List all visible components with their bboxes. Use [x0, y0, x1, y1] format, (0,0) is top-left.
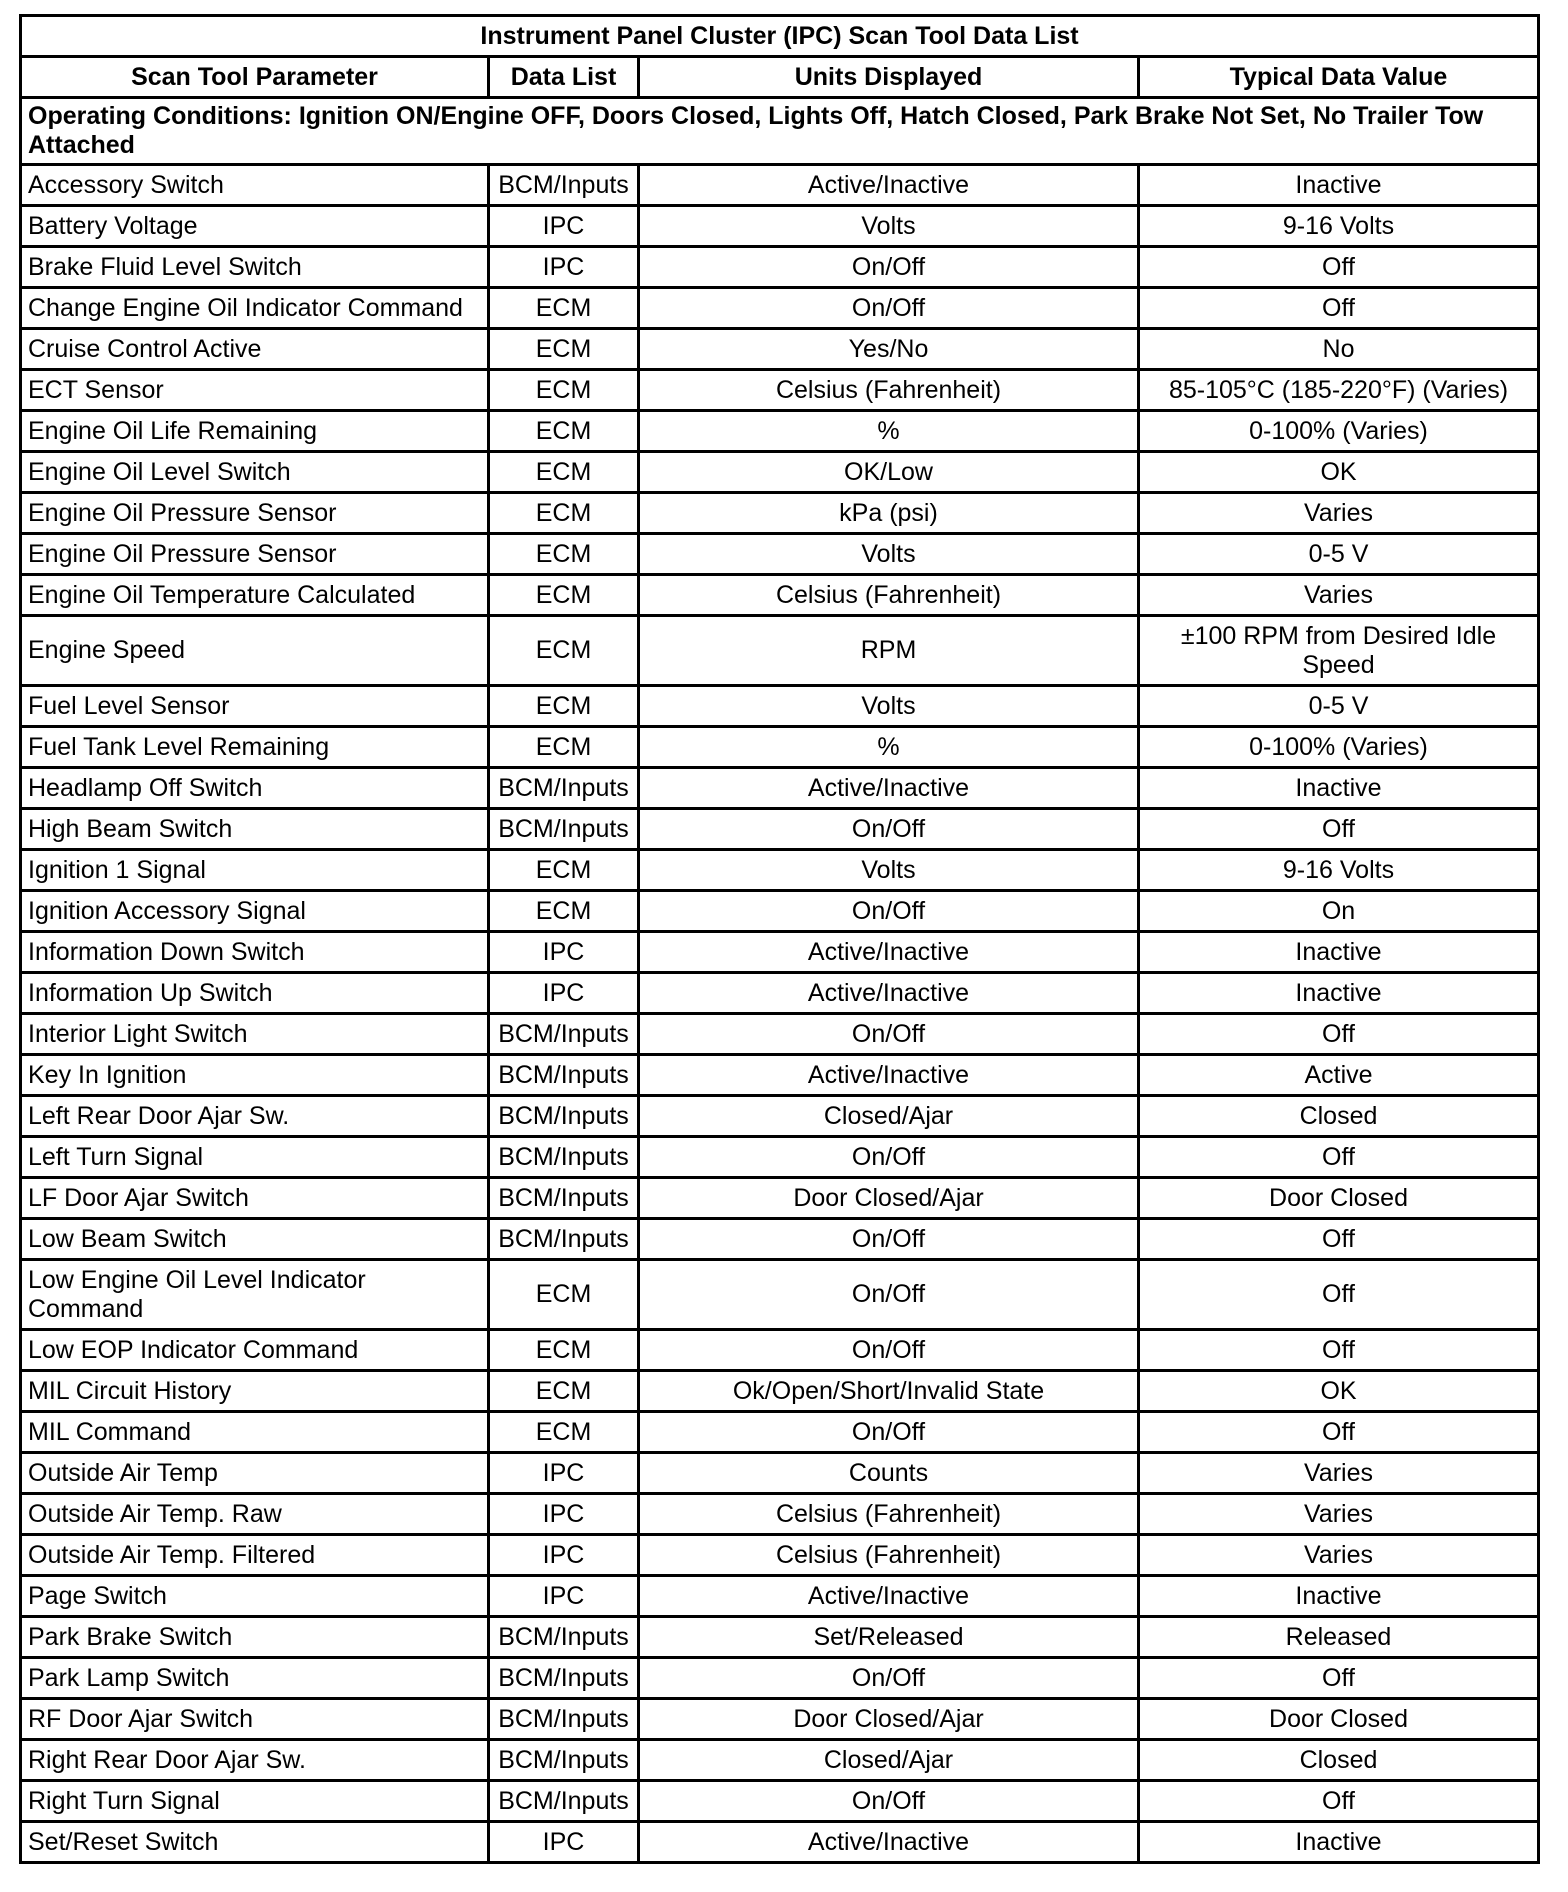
- cell-parameter: Left Turn Signal: [21, 1137, 489, 1178]
- cell-typical-value: Varies: [1139, 1453, 1539, 1494]
- cell-parameter: Engine Oil Life Remaining: [21, 411, 489, 452]
- cell-parameter: MIL Circuit History: [21, 1371, 489, 1412]
- table-row: [21, 247, 1539, 288]
- cell-parameter: MIL Command: [21, 1412, 489, 1453]
- cell-units: On/Off: [639, 1260, 1139, 1330]
- table-title: Instrument Panel Cluster (IPC) Scan Tool Data List: [21, 16, 1539, 57]
- cell-parameter: RF Door Ajar Switch: [21, 1699, 489, 1740]
- cell-typical-value: Varies: [1139, 493, 1539, 534]
- cell-parameter: Low Beam Switch: [21, 1219, 489, 1260]
- cell-parameter: Information Up Switch: [21, 973, 489, 1014]
- table-row: [21, 1014, 1539, 1055]
- cell-typical-value: Door Closed: [1139, 1699, 1539, 1740]
- cell-units: On/Off: [639, 809, 1139, 850]
- cell-parameter: Left Rear Door Ajar Sw.: [21, 1096, 489, 1137]
- cell-parameter: Fuel Tank Level Remaining: [21, 727, 489, 768]
- cell-parameter: Outside Air Temp: [21, 1453, 489, 1494]
- cell-data-list: ECM: [489, 727, 639, 768]
- cell-units: Volts: [639, 686, 1139, 727]
- table-row: [21, 1699, 1539, 1740]
- cell-data-list: IPC: [489, 1453, 639, 1494]
- cell-typical-value: 85-105°C (185-220°F) (Varies): [1139, 370, 1539, 411]
- cell-units: On/Off: [639, 1658, 1139, 1699]
- cell-data-list: ECM: [489, 452, 639, 493]
- table-row: [21, 288, 1539, 329]
- cell-units: Celsius (Fahrenheit): [639, 1535, 1139, 1576]
- table-row: [21, 891, 1539, 932]
- table-row: [21, 1535, 1539, 1576]
- cell-parameter: Outside Air Temp. Raw: [21, 1494, 489, 1535]
- cell-units: Celsius (Fahrenheit): [639, 370, 1139, 411]
- cell-data-list: ECM: [489, 850, 639, 891]
- cell-typical-value: 0-100% (Varies): [1139, 411, 1539, 452]
- cell-units: Counts: [639, 1453, 1139, 1494]
- table-row: [21, 1096, 1539, 1137]
- cell-typical-value: Inactive: [1139, 932, 1539, 973]
- cell-units: Door Closed/Ajar: [639, 1178, 1139, 1219]
- cell-units: Celsius (Fahrenheit): [639, 575, 1139, 616]
- cell-data-list: ECM: [489, 288, 639, 329]
- cell-data-list: BCM/Inputs: [489, 1055, 639, 1096]
- cell-data-list: ECM: [489, 1412, 639, 1453]
- cell-parameter: Engine Oil Level Switch: [21, 452, 489, 493]
- scan-tool-data-table: [19, 14, 1540, 1864]
- cell-data-list: ECM: [489, 411, 639, 452]
- table-row: [21, 1740, 1539, 1781]
- cell-data-list: IPC: [489, 1494, 639, 1535]
- cell-units: %: [639, 727, 1139, 768]
- cell-units: Closed/Ajar: [639, 1096, 1139, 1137]
- header-scan-tool-parameter: Scan Tool Parameter: [21, 57, 489, 98]
- table-row: [21, 809, 1539, 850]
- cell-typical-value: Off: [1139, 1658, 1539, 1699]
- cell-typical-value: Released: [1139, 1617, 1539, 1658]
- cell-parameter: Engine Oil Pressure Sensor: [21, 534, 489, 575]
- cell-parameter: Page Switch: [21, 1576, 489, 1617]
- cell-parameter: Right Turn Signal: [21, 1781, 489, 1822]
- cell-units: Volts: [639, 534, 1139, 575]
- cell-typical-value: ±100 RPM from Desired Idle Speed: [1139, 616, 1539, 686]
- cell-typical-value: Off: [1139, 1781, 1539, 1822]
- cell-parameter: Battery Voltage: [21, 206, 489, 247]
- cell-parameter: LF Door Ajar Switch: [21, 1178, 489, 1219]
- cell-typical-value: Off: [1139, 809, 1539, 850]
- cell-typical-value: Off: [1139, 247, 1539, 288]
- table-row: [21, 973, 1539, 1014]
- cell-typical-value: OK: [1139, 452, 1539, 493]
- cell-typical-value: Inactive: [1139, 768, 1539, 809]
- cell-parameter: Engine Speed: [21, 616, 489, 686]
- cell-typical-value: 0-5 V: [1139, 686, 1539, 727]
- cell-units: Ok/Open/Short/Invalid State: [639, 1371, 1139, 1412]
- cell-units: kPa (psi): [639, 493, 1139, 534]
- cell-units: Set/Released: [639, 1617, 1139, 1658]
- cell-typical-value: Closed: [1139, 1740, 1539, 1781]
- operating-conditions: Operating Conditions: Ignition ON/Engine OFF, Doors Closed, Lights Off, Hatch Closed, Park Brake Not Set, No Trailer Tow Attached: [21, 98, 1539, 165]
- cell-data-list: IPC: [489, 247, 639, 288]
- table-row: [21, 575, 1539, 616]
- cell-units: Active/Inactive: [639, 973, 1139, 1014]
- cell-typical-value: Off: [1139, 1219, 1539, 1260]
- cell-typical-value: Off: [1139, 1014, 1539, 1055]
- table-row: [21, 452, 1539, 493]
- table-row: [21, 206, 1539, 247]
- cell-typical-value: No: [1139, 329, 1539, 370]
- cell-typical-value: Inactive: [1139, 1822, 1539, 1863]
- cell-parameter: Right Rear Door Ajar Sw.: [21, 1740, 489, 1781]
- table-row: [21, 686, 1539, 727]
- cell-units: Volts: [639, 850, 1139, 891]
- cell-units: On/Off: [639, 1412, 1139, 1453]
- table-row: [21, 1178, 1539, 1219]
- cell-data-list: BCM/Inputs: [489, 165, 639, 206]
- cell-parameter: Key In Ignition: [21, 1055, 489, 1096]
- cell-typical-value: OK: [1139, 1371, 1539, 1412]
- cell-parameter: Set/Reset Switch: [21, 1822, 489, 1863]
- table-row: [21, 370, 1539, 411]
- cell-data-list: BCM/Inputs: [489, 1178, 639, 1219]
- cell-typical-value: Active: [1139, 1055, 1539, 1096]
- cell-data-list: BCM/Inputs: [489, 768, 639, 809]
- operating-conditions-row: [21, 98, 1539, 165]
- table-row: [21, 1453, 1539, 1494]
- cell-typical-value: Varies: [1139, 1494, 1539, 1535]
- cell-typical-value: Off: [1139, 1260, 1539, 1330]
- cell-typical-value: 0-100% (Varies): [1139, 727, 1539, 768]
- cell-parameter: Fuel Level Sensor: [21, 686, 489, 727]
- cell-parameter: Accessory Switch: [21, 165, 489, 206]
- cell-typical-value: Inactive: [1139, 973, 1539, 1014]
- cell-data-list: ECM: [489, 616, 639, 686]
- table-row: [21, 1576, 1539, 1617]
- cell-data-list: IPC: [489, 973, 639, 1014]
- table-row: [21, 616, 1539, 686]
- cell-parameter: Low EOP Indicator Command: [21, 1330, 489, 1371]
- cell-units: Yes/No: [639, 329, 1139, 370]
- cell-parameter: Interior Light Switch: [21, 1014, 489, 1055]
- cell-units: Active/Inactive: [639, 165, 1139, 206]
- table-row: [21, 534, 1539, 575]
- cell-parameter: Engine Oil Pressure Sensor: [21, 493, 489, 534]
- cell-data-list: ECM: [489, 1371, 639, 1412]
- table-row: [21, 1494, 1539, 1535]
- cell-typical-value: 0-5 V: [1139, 534, 1539, 575]
- table-row: [21, 165, 1539, 206]
- cell-typical-value: 9-16 Volts: [1139, 206, 1539, 247]
- cell-parameter: Headlamp Off Switch: [21, 768, 489, 809]
- cell-data-list: ECM: [489, 686, 639, 727]
- cell-units: On/Off: [639, 288, 1139, 329]
- cell-typical-value: Off: [1139, 1137, 1539, 1178]
- cell-units: Active/Inactive: [639, 1055, 1139, 1096]
- header-row: [21, 57, 1539, 98]
- header-data-list: Data List: [489, 57, 639, 98]
- table-row: [21, 850, 1539, 891]
- cell-data-list: BCM/Inputs: [489, 1219, 639, 1260]
- cell-data-list: BCM/Inputs: [489, 1740, 639, 1781]
- cell-data-list: IPC: [489, 1822, 639, 1863]
- cell-typical-value: Varies: [1139, 1535, 1539, 1576]
- cell-units: Active/Inactive: [639, 1822, 1139, 1863]
- cell-data-list: BCM/Inputs: [489, 1096, 639, 1137]
- cell-data-list: BCM/Inputs: [489, 1658, 639, 1699]
- cell-data-list: ECM: [489, 370, 639, 411]
- cell-units: On/Off: [639, 1014, 1139, 1055]
- cell-units: Active/Inactive: [639, 768, 1139, 809]
- cell-parameter: Brake Fluid Level Switch: [21, 247, 489, 288]
- cell-data-list: ECM: [489, 534, 639, 575]
- table-row: [21, 932, 1539, 973]
- cell-data-list: BCM/Inputs: [489, 1137, 639, 1178]
- cell-units: %: [639, 411, 1139, 452]
- header-typical-data-value: Typical Data Value: [1139, 57, 1539, 98]
- table-row: [21, 1371, 1539, 1412]
- cell-typical-value: Off: [1139, 288, 1539, 329]
- table-body: [21, 98, 1539, 1863]
- cell-units: On/Off: [639, 247, 1139, 288]
- table-row: [21, 411, 1539, 452]
- table-row: [21, 1219, 1539, 1260]
- cell-typical-value: Door Closed: [1139, 1178, 1539, 1219]
- cell-units: On/Off: [639, 1219, 1139, 1260]
- table-row: [21, 727, 1539, 768]
- cell-parameter: Ignition 1 Signal: [21, 850, 489, 891]
- cell-parameter: Low Engine Oil Level Indicator Command: [21, 1260, 489, 1330]
- cell-data-list: BCM/Inputs: [489, 1781, 639, 1822]
- table-row: [21, 1330, 1539, 1371]
- table-row: [21, 1822, 1539, 1863]
- cell-parameter: Park Brake Switch: [21, 1617, 489, 1658]
- cell-units: On/Off: [639, 1330, 1139, 1371]
- cell-typical-value: 9-16 Volts: [1139, 850, 1539, 891]
- cell-parameter: Information Down Switch: [21, 932, 489, 973]
- cell-units: RPM: [639, 616, 1139, 686]
- table-row: [21, 768, 1539, 809]
- cell-data-list: IPC: [489, 932, 639, 973]
- cell-units: On/Off: [639, 891, 1139, 932]
- cell-units: Door Closed/Ajar: [639, 1699, 1139, 1740]
- cell-parameter: Change Engine Oil Indicator Command: [21, 288, 489, 329]
- cell-units: OK/Low: [639, 452, 1139, 493]
- table-row: [21, 1412, 1539, 1453]
- cell-parameter: Engine Oil Temperature Calculated: [21, 575, 489, 616]
- cell-parameter: Park Lamp Switch: [21, 1658, 489, 1699]
- cell-typical-value: Off: [1139, 1330, 1539, 1371]
- cell-data-list: ECM: [489, 329, 639, 370]
- cell-typical-value: Varies: [1139, 575, 1539, 616]
- table-row: [21, 1137, 1539, 1178]
- cell-units: Active/Inactive: [639, 932, 1139, 973]
- cell-units: Celsius (Fahrenheit): [639, 1494, 1139, 1535]
- cell-typical-value: On: [1139, 891, 1539, 932]
- cell-units: Closed/Ajar: [639, 1740, 1139, 1781]
- table-title-row: [21, 16, 1539, 57]
- cell-units: On/Off: [639, 1137, 1139, 1178]
- table-row: [21, 1617, 1539, 1658]
- cell-typical-value: Closed: [1139, 1096, 1539, 1137]
- cell-typical-value: Off: [1139, 1412, 1539, 1453]
- cell-typical-value: Inactive: [1139, 1576, 1539, 1617]
- cell-data-list: IPC: [489, 206, 639, 247]
- cell-parameter: Cruise Control Active: [21, 329, 489, 370]
- table-row: [21, 1781, 1539, 1822]
- cell-units: Active/Inactive: [639, 1576, 1139, 1617]
- cell-data-list: BCM/Inputs: [489, 1014, 639, 1055]
- cell-typical-value: Inactive: [1139, 165, 1539, 206]
- header-units-displayed: Units Displayed: [639, 57, 1139, 98]
- cell-data-list: IPC: [489, 1576, 639, 1617]
- cell-data-list: IPC: [489, 1535, 639, 1576]
- table-row: [21, 329, 1539, 370]
- table-row: [21, 1260, 1539, 1330]
- cell-data-list: BCM/Inputs: [489, 1699, 639, 1740]
- cell-parameter: Ignition Accessory Signal: [21, 891, 489, 932]
- cell-units: Volts: [639, 206, 1139, 247]
- cell-data-list: ECM: [489, 1330, 639, 1371]
- cell-data-list: ECM: [489, 1260, 639, 1330]
- table-row: [21, 1055, 1539, 1096]
- cell-data-list: BCM/Inputs: [489, 1617, 639, 1658]
- cell-data-list: ECM: [489, 493, 639, 534]
- cell-data-list: BCM/Inputs: [489, 809, 639, 850]
- cell-parameter: ECT Sensor: [21, 370, 489, 411]
- cell-data-list: ECM: [489, 575, 639, 616]
- cell-units: On/Off: [639, 1781, 1139, 1822]
- cell-parameter: Outside Air Temp. Filtered: [21, 1535, 489, 1576]
- table-row: [21, 493, 1539, 534]
- table-row: [21, 1658, 1539, 1699]
- cell-parameter: High Beam Switch: [21, 809, 489, 850]
- cell-data-list: ECM: [489, 891, 639, 932]
